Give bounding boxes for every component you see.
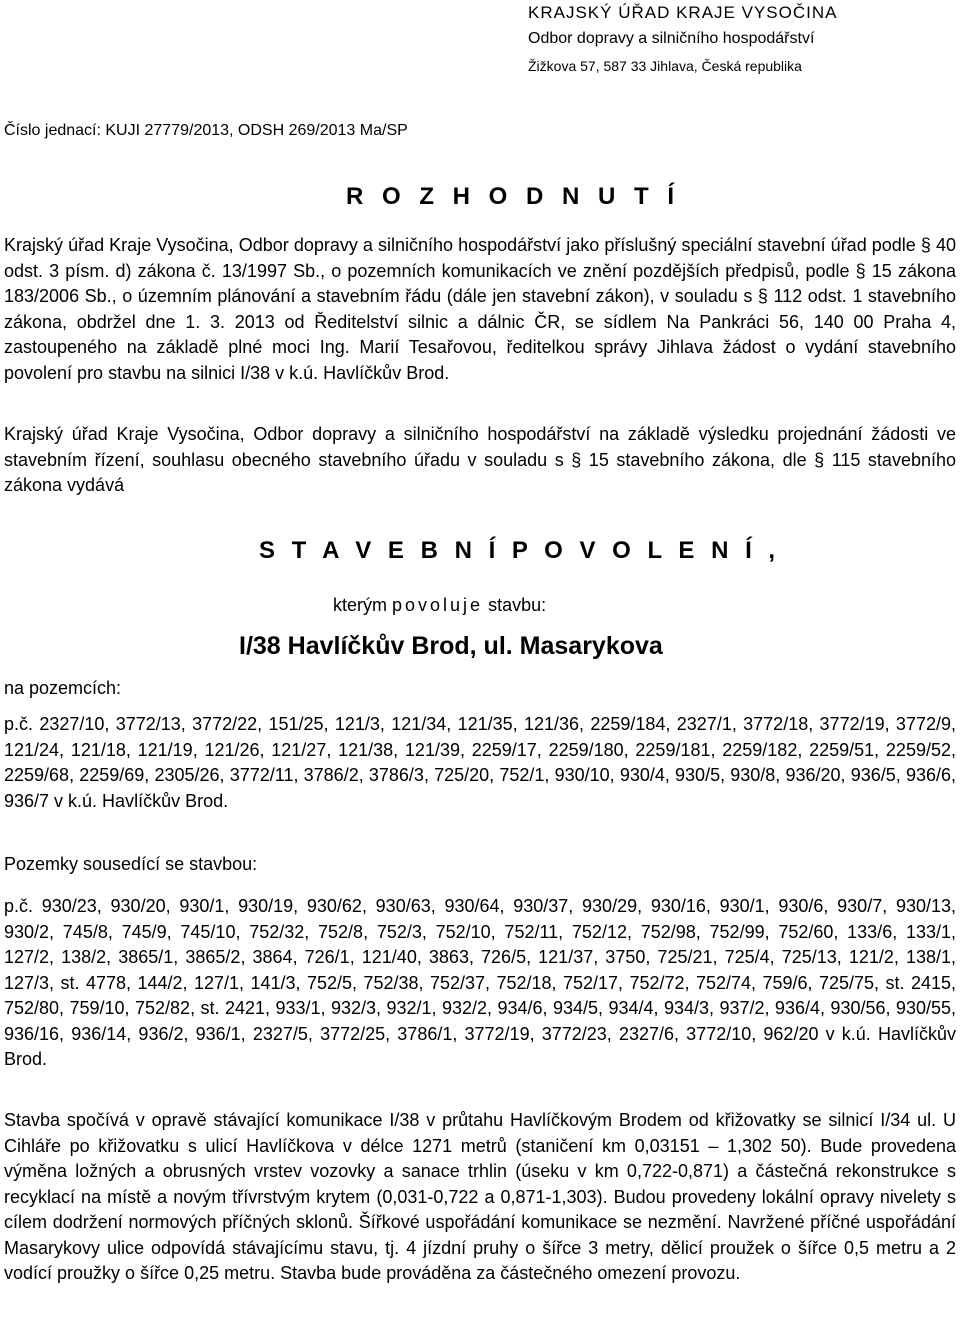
construction-name: I/38 Havlíčkův Brod, ul. Masarykova <box>239 632 663 660</box>
permit-phrase-after: stavbu: <box>483 595 547 615</box>
construction-description: Stavba spočívá v opravě stávající komunikace I/38 v průtahu Havlíčkovým Brodem od křižovatky se silnicí I/34 ul. U Cihláře po křižovatku s ulicí Havlíčkova v délce 1271 metrů (staničení km 0,03151 – 1,302 50). Bude provedena výměna ložných a obrusných vrstev vozovky a sanace trhlin (úseku v km 0,722-0,871) a částečná rekonstrukce s recyklací na místě a novým třívrstvým krytem (0,031-0,722 a 0,871-1,303). Budou provedeny lokální opravy nivelety s cílem dodržení normových příčných sklonů. Šířkové uspořádání komunikace se nezmění. Navržené příčné uspořádání Masarykovy ulice odpovídá stávajícímu stavu, tj. 4 jízdní pruhy o šířce 3 metry, dělicí proužek o šířce 0,5 metru a 2 vodící proužky o šířce 0,25 metru. Stavba bude prováděna za částečného omezení provozu. <box>4 1110 956 1283</box>
document-title: R O Z H O D N U T Í <box>346 183 680 210</box>
reference-number: Číslo jednací: KUJI 27779/2013, ODSH 269/2013 Ma/SP <box>4 122 408 139</box>
neighbors-label: Pozemky sousedící se stavbou: <box>4 854 258 874</box>
header-address: Žižkova 57, 587 33 Jihlava, Česká republika <box>528 58 802 74</box>
permit-title: S T A V E B N Í P O V O L E N Í , <box>259 537 781 564</box>
parcels-label: na pozemcích: <box>4 678 122 698</box>
intro-paragraph: Krajský úřad Kraje Vysočina, Odbor dopravy a silničního hospodářství jako příslušný speciální stavební úřad podle § 40 odst. 3 písm. d) zákona č. 13/1997 Sb., o pozemních komunikacích ve znění pozdějších předpisů, podle § 15 zákona 183/2006 Sb., o územním plánování a stavebním řádu (dále jen stavební zákon), v souladu s § 112 odst. 1 stavebního zákona, obdržel dne 1. 3. 2013 od Ředitelství silnic a dálnic ČR, se sídlem Na Pankráci 56, 140 00 Praha 4, zastoupeného na základě plné moci Ing. Marií Tesařovou, ředitelkou správy Jihlava žádost o vydání stavebního povolení pro stavbu na silnici I/38 v k.ú. Havlíčkův Brod. <box>4 235 956 383</box>
permit-phrase-before: kterým <box>333 595 393 615</box>
permit-phrase-spaced: povoluje <box>392 595 484 615</box>
decision-paragraph: Krajský úřad Kraje Vysočina, Odbor dopravy a silničního hospodářství na základě výsledku projednání žádosti ve stavebním řízení, souhlasu obecného stavebního úřadu v souladu s § 15 stavebního zákona, dle § 115 stavebního zákona vydává <box>4 424 956 495</box>
parcels-list: p.č. 2327/10, 3772/13, 3772/22, 151/25, 121/3, 121/34, 121/35, 121/36, 2259/184, 2327/1, 3772/18, 3772/19, 3772/9, 121/24, 121/18, 121/19, 121/26, 121/27, 121/38, 121/39, 2259/17, 2259/180, 2259/181, 2259/182, 2259/51, 2259/52, 2259/68, 2259/69, 2305/26, 3772/11, 3786/2, 3786/3, 725/20, 752/1, 930/10, 930/4, 930/5, 930/8, 936/20, 936/5, 936/6, 936/7 v k.ú. Havlíčkův Brod. <box>4 714 956 811</box>
neighbors-list: p.č. 930/23, 930/20, 930/1, 930/19, 930/62, 930/63, 930/64, 930/37, 930/29, 930/16, 930/1, 930/6, 930/7, 930/13, 930/2, 745/8, 745/9, 745/10, 752/32, 752/8, 752/3, 752/10, 752/11, 752/12, 752/98, 752/99, 752/60, 133/6, 133/1, 127/2, 138/2, 3865/1, 3865/2, 3864, 726/1, 121/40, 3863, 726/5, 121/37, 3750, 725/21, 725/4, 725/13, 121/2, 138/1, 127/3, st. 4778, 144/2, 127/1, 141/3, 752/5, 752/38, 752/37, 752/18, 752/17, 752/72, 752/74, 759/6, 725/75, st. 2415, 752/80, 759/10, 752/82, st. 2421, 933/1, 932/3, 932/1, 932/2, 934/6, 934/5, 934/4, 934/3, 937/2, 936/4, 930/56, 930/55, 936/16, 936/14, 936/2, 936/1, 2327/5, 3772/25, 3786/1, 3772/19, 3772/23, 2327/6, 3772/10, 962/20 v k.ú. Havlíčkův Brod. <box>4 896 956 1069</box>
permit-phrase <box>333 595 546 616</box>
header-department: Odbor dopravy a silničního hospodářství <box>528 30 815 47</box>
header-office: KRAJSKÝ ÚŘAD KRAJE VYSOČINA <box>528 3 838 22</box>
